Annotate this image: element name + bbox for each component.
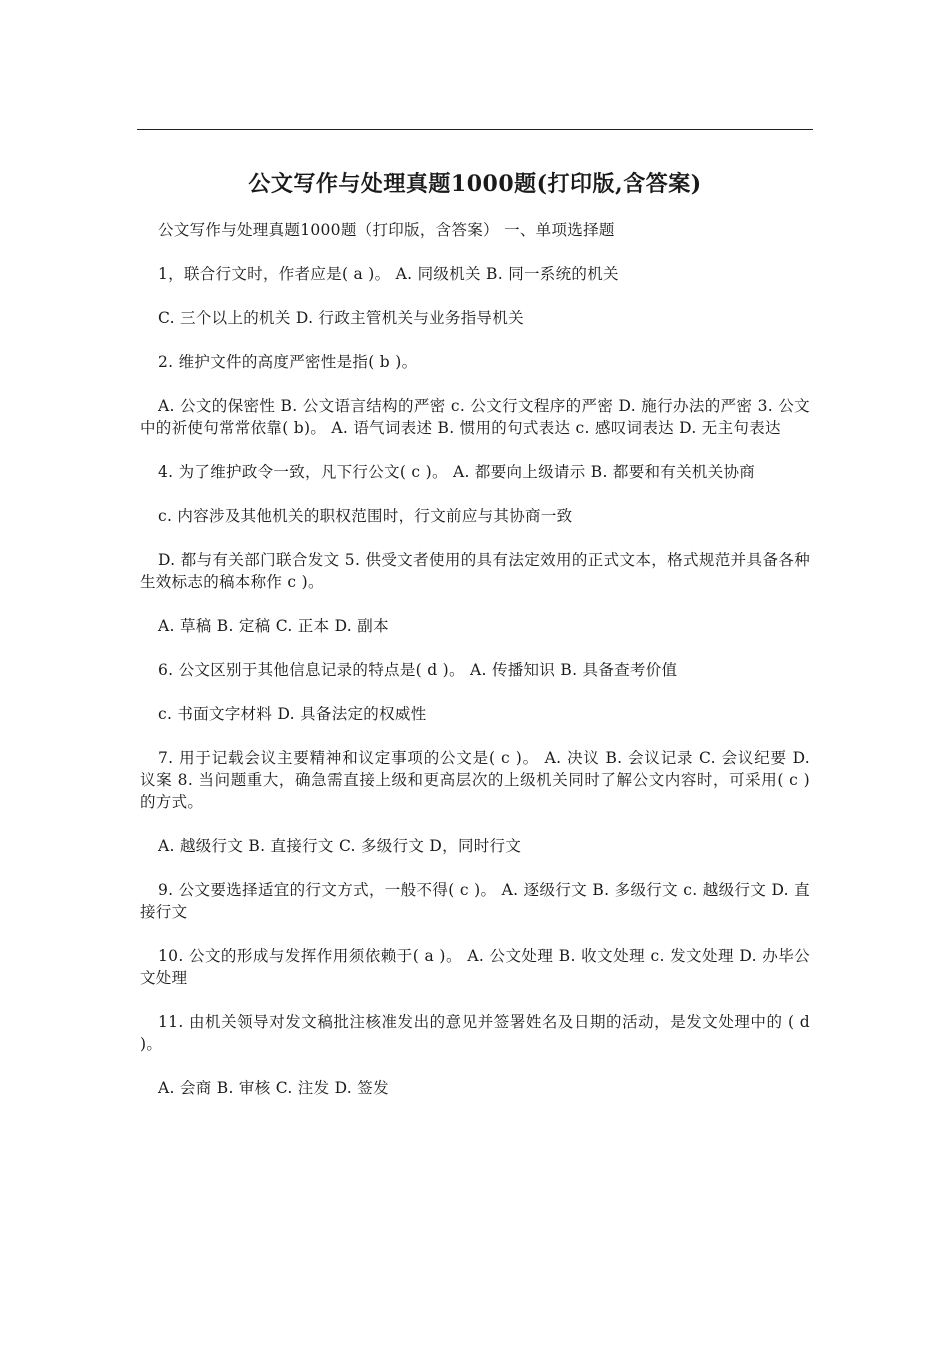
question-6: 6. 公文区别于其他信息记录的特点是( d )。 A. 传播知识 B. 具备查考价值 (158, 661, 678, 679)
question-1: 1，联合行文时，作者应是( a )。 A. 同级机关 B. 同一系统的机关 (158, 265, 619, 283)
question-2: 2. 维护文件的高度严密性是指( b )。 (158, 353, 418, 371)
question-9: 9. 公文要选择适宜的行文方式，一般不得( c )。 A. 逐级行文 B. 多级行文 c. 越级行文 D. 直接行文 (140, 881, 810, 921)
question-8-options: A. 越级行文 B. 直接行文 C. 多级行文 D，同时行文 (158, 837, 522, 855)
question-11-options: A. 会商 B. 审核 C. 注发 D. 签发 (158, 1079, 389, 1097)
question-7-8-block: 7. 用于记载会议主要精神和议定事项的公文是( c )。 A. 决议 B. 会议记录 C. 会议纪要 D. 议案 8. 当问题重大，确急需直接上级和更高层次的上级机关同时了解公文内容时，可采用( c ) 的方式。 (140, 749, 810, 811)
question-1-options: C. 三个以上的机关 D. 行政主管机关与业务指导机关 (158, 309, 524, 327)
question-4-option-c: c. 内容涉及其他机关的职权范围时，行文前应与其协商一致 (158, 507, 573, 525)
header-rule (137, 129, 813, 130)
question-4: 4. 为了维护政令一致，凡下行公文( c )。 A. 都要向上级请示 B. 都要和有关机关协商 (158, 463, 756, 481)
question-10: 10. 公文的形成与发挥作用须依赖于( a )。 A. 公文处理 B. 收文处理 c. 发文处理 D. 办毕公文处理 (140, 947, 810, 987)
question-11: 11. 由机关领导对发文稿批注核准发出的意见并签署姓名及日期的活动，是发文处理中的 ( d )。 (140, 1013, 810, 1053)
question-5-options: A. 草稿 B. 定稿 C. 正本 D. 副本 (158, 617, 389, 635)
question-6-options: c. 书面文字材料 D. 具备法定的权威性 (158, 705, 427, 723)
question-2-3-block: A. 公文的保密性 B. 公文语言结构的严密 c. 公文行文程序的严密 D. 施行办法的严密 3. 公文中的祈使句常常依靠( b)。 A. 语气词表述 B. 惯用的句式表达 c. 感叹词表达 D. 无主句表达 (140, 397, 810, 437)
question-4-5-block: D. 都与有关部门联合发文 5. 供受文者使用的具有法定效用的正式文本，格式规范并具备各种生效标志的稿本称作 c )。 (140, 551, 810, 591)
document-body (140, 219, 810, 1121)
document-title: 公文写作与处理真题1000题(打印版,含答案) (248, 171, 702, 197)
paragraph-intro: 公文写作与处理真题1000题（打印版，含答案） 一、单项选择题 (158, 221, 615, 239)
